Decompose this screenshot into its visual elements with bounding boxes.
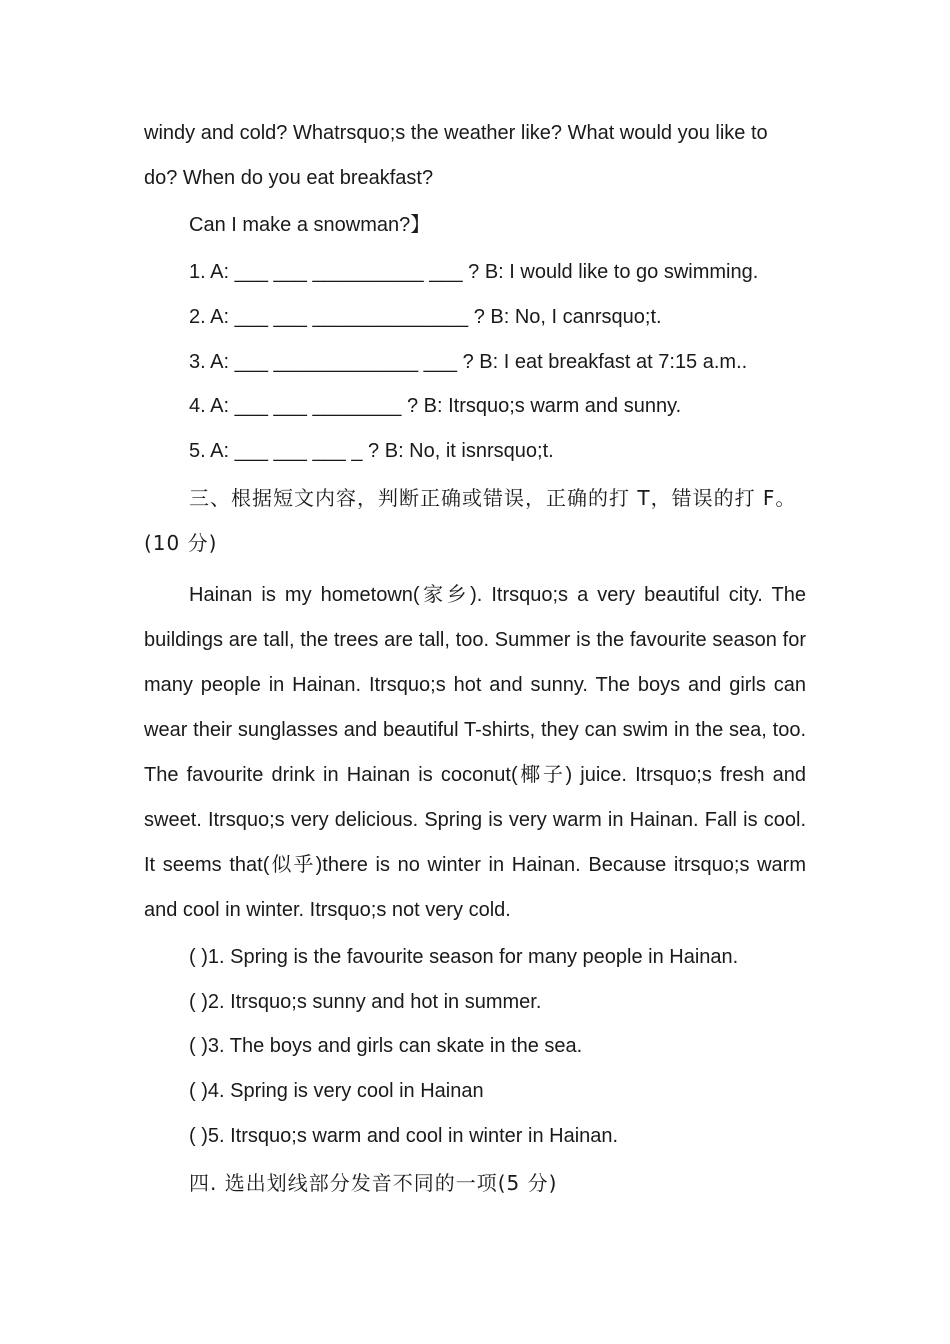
- true-false-question-5: ( )5. Itrsquo;s warm and cool in winter in Hainan.: [189, 1125, 619, 1147]
- intro-line-1: windy and cold? Whatrsquo;s the weather like? What would you like to: [144, 122, 768, 144]
- dialogue-item-2: 2. A: ___ ___ ______________ ? B: No, I canrsquo;t.: [189, 306, 662, 328]
- section-3-heading: 三、根据短文内容，判断正确或错误，正确的打 T，错误的打 F。(10 分): [144, 486, 797, 555]
- reading-passage: Hainan is my hometown(家乡). Itrsquo;s a very beautiful city. The buildings are tall, the trees are tall, too. Summer is the favourite season for many people in Hainan. Itrsquo;s hot and sunny. The boys and girls can wear their sunglasses and beautiful T-shirts, they can swim in the sea, too. The favourite drink in Hainan is coconut(椰子) juice. Itrsquo;s fresh and sweet. Itrsquo;s very delicious. Spring is very warm in Hainan. Fall is cool. It seems that(似乎)there is no winter in Hainan. Because itrsquo;s warm and cool in winter. Itrsquo;s not very cold.: [144, 584, 806, 921]
- true-false-question-1: ( )1. Spring is the favourite season for many people in Hainan.: [189, 946, 739, 968]
- true-false-question-2: ( )2. Itrsquo;s sunny and hot in summer.: [189, 991, 542, 1013]
- intro-line-3: Can I make a snowman?】: [189, 214, 431, 236]
- true-false-question-4: ( )4. Spring is very cool in Hainan: [189, 1080, 484, 1102]
- dialogue-item-4: 4. A: ___ ___ ________ ? B: Itrsquo;s warm and sunny.: [189, 395, 682, 417]
- dialogue-item-5: 5. A: ___ ___ ___ _ ? B: No, it isnrsquo;t.: [189, 440, 554, 462]
- true-false-question-3: ( )3. The boys and girls can skate in the sea.: [189, 1035, 583, 1057]
- dialogue-item-1: 1. A: ___ ___ __________ ___ ? B: I would like to go swimming.: [189, 261, 759, 283]
- dialogue-item-3: 3. A: ___ _____________ ___ ? B: I eat breakfast at 7:15 a.m..: [189, 351, 748, 373]
- section-4-heading: 四. 选出划线部分发音不同的一项(5 分): [189, 1171, 558, 1195]
- intro-line-2: do? When do you eat breakfast?: [144, 167, 434, 189]
